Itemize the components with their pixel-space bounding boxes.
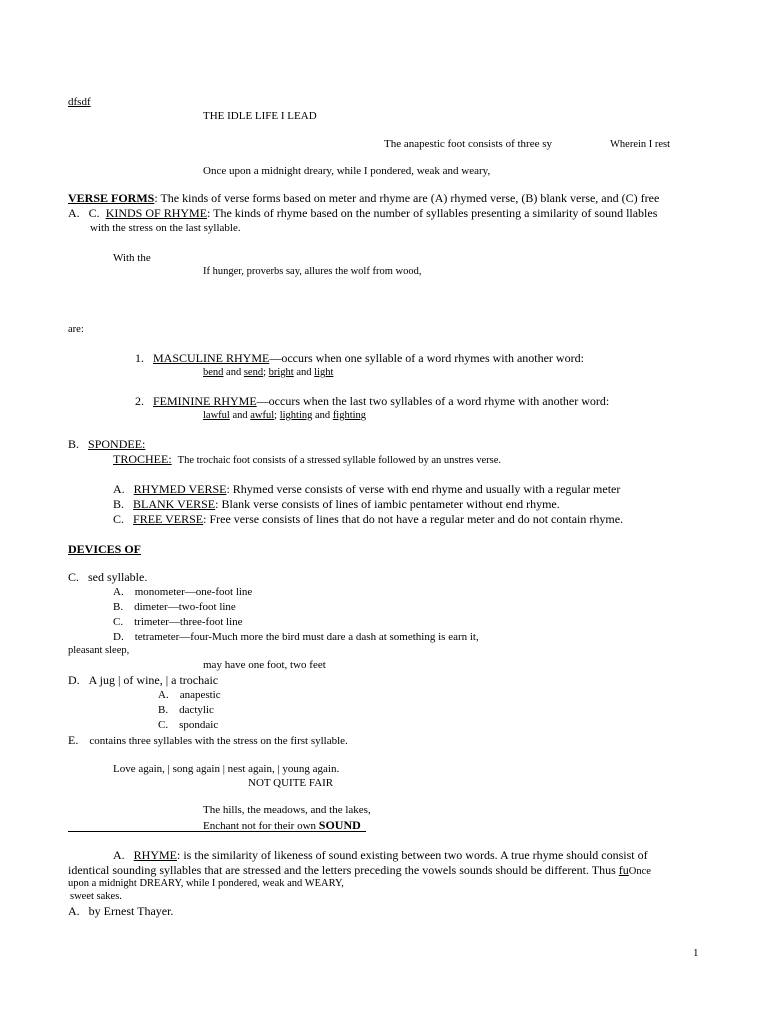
feminine-rhyme-item	[135, 394, 609, 409]
example-word: awful	[250, 410, 275, 421]
rhyme-text: : is the similarity of likeness of sound existing between two words. A true rhyme should consist of	[177, 848, 648, 862]
feminine-text: —occurs when the last two syllables of a word rhyme with another word:	[256, 394, 610, 408]
masculine-heading: MASCULINE RHYME	[153, 351, 270, 365]
may-have-line: may have one foot, two feet	[203, 659, 326, 671]
sweet-sakes: sweet sakes.	[70, 891, 122, 902]
form-marker: C.	[113, 512, 125, 526]
not-quite-fair: NOT QUITE FAIR	[248, 777, 334, 789]
feminine-examples	[203, 409, 366, 423]
kinds-of-rhyme-heading: KINDS OF RHYME	[105, 206, 208, 220]
foot-text: anapestic	[179, 689, 221, 701]
meter-marker: C.	[113, 616, 124, 628]
masculine-num: 1.	[135, 351, 144, 365]
foot-item	[158, 688, 221, 702]
form-heading: FREE VERSE	[133, 512, 204, 526]
trochee-text: The trochaic foot consists of a stressed syllable followed by an unstres verse.	[177, 455, 502, 466]
rhyme-fu: fu	[618, 863, 629, 877]
masculine-rhyme-item	[135, 351, 584, 366]
sed-text: sed syllable.	[88, 570, 148, 584]
are-text: are:	[68, 324, 84, 335]
jug-marker: D.	[68, 673, 80, 687]
foot-text: spondaic	[179, 719, 219, 731]
form-text: : Rhymed verse consists of verse with end rhyme and usually with a regular meter	[226, 482, 621, 496]
masculine-text: —occurs when one syllable of a word rhymes with another word:	[269, 351, 584, 365]
rhyme-line2-text: identical sounding syllables that are stressed and the letters preceding the vowels sounds should be different. Thus	[68, 863, 619, 877]
page-number: 1	[693, 947, 699, 959]
foot-marker: B.	[158, 704, 169, 716]
enchant-text: Enchant not for their own	[203, 820, 319, 832]
example-word: bright	[268, 367, 294, 378]
spondee-marker: B.	[68, 437, 80, 451]
foot-marker: C.	[158, 719, 169, 731]
meter-marker: A.	[113, 586, 124, 598]
devices-heading: DEVICES OF	[68, 542, 142, 556]
example-word: fighting	[332, 410, 367, 421]
hills-line: The hills, the meadows, and the lakes,	[203, 804, 371, 816]
feminine-num: 2.	[135, 394, 144, 408]
meter-marker: D.	[113, 631, 124, 643]
kinds-of-rhyme-cont: with the stress on the last syllable.	[90, 222, 241, 234]
foot-item	[158, 703, 214, 717]
contains-line	[68, 733, 348, 748]
enchant-bold: SOUND	[318, 818, 361, 832]
masculine-examples	[203, 366, 333, 380]
example-word: send	[243, 367, 264, 378]
rhyme-marker: A.	[113, 848, 125, 862]
header-note: dfsdf	[68, 96, 91, 108]
trochee-heading: TROCHEE:	[113, 452, 172, 466]
foot-item	[158, 718, 218, 732]
love-again-line: Love again, | song again | nest again, | young again.	[113, 763, 340, 775]
rhyme-once: Once	[628, 866, 651, 877]
sed-syllable-line	[68, 570, 147, 585]
meter-item	[113, 600, 236, 614]
form-item	[113, 497, 560, 512]
hunger-line: If hunger, proverbs say, allures the wolf from wood,	[203, 266, 422, 277]
form-heading: BLANK VERSE	[133, 497, 216, 511]
example-word: lighting	[279, 410, 313, 421]
meter-item	[113, 585, 252, 599]
form-heading: RHYMED VERSE	[133, 482, 227, 496]
meter-item	[113, 630, 479, 644]
meter-text: tetrameter—four-Much more the bird must dare a dash at something is earn it,	[134, 631, 479, 643]
meter-text: monometer—one-foot line	[134, 586, 253, 598]
example-word: bend	[203, 367, 224, 378]
spondee-item	[68, 437, 145, 452]
example-sep: and	[223, 367, 244, 378]
trochee-item	[113, 452, 501, 468]
page-title: THE IDLE LIFE I LEAD	[203, 110, 317, 122]
verse-forms-paragraph	[68, 191, 659, 206]
rhyme-definition-line3: upon a midnight DREARY, while I pondered, weak and WEARY,	[68, 878, 344, 889]
thayer-text: by Ernest Thayer.	[88, 904, 174, 918]
example-word: lawful	[203, 410, 230, 421]
kinds-of-rhyme-line	[68, 206, 657, 221]
example-sep: ;	[263, 367, 269, 378]
sed-marker: C.	[68, 570, 80, 584]
kinds-marker-c: C.	[88, 206, 100, 220]
divider-rule	[68, 831, 366, 832]
anapestic-line: The anapestic foot consists of three sy	[384, 138, 553, 150]
jug-line	[68, 673, 218, 688]
meter-text: dimeter—two-foot line	[134, 601, 236, 613]
kinds-marker-a: A.	[68, 206, 80, 220]
example-word: light	[314, 367, 334, 378]
rhyme-definition	[113, 848, 648, 863]
meter-marker: B.	[113, 601, 124, 613]
thayer-marker: A.	[68, 904, 80, 918]
spondee-heading: SPONDEE:	[88, 437, 146, 451]
meter-item	[113, 615, 243, 629]
form-marker: A.	[113, 482, 125, 496]
verse-forms-text: : The kinds of verse forms based on meter and rhyme are (A) rhymed verse, (B) blank verse, and (C) free	[154, 191, 660, 205]
form-marker: B.	[113, 497, 125, 511]
form-text: : Free verse consists of lines that do not have a regular meter and do not contain rhyme.	[203, 512, 624, 526]
feminine-heading: FEMININE RHYME	[153, 394, 257, 408]
example-sep: ;	[274, 410, 280, 421]
form-text: : Blank verse consists of lines of iambic pentameter without end rhyme.	[215, 497, 560, 511]
form-item	[113, 512, 623, 527]
meter-text: trimeter—three-foot line	[134, 616, 243, 628]
jug-text: A jug | of wine, | a trochaic	[88, 673, 219, 687]
example-sep: and	[312, 410, 333, 421]
example-sep: and	[293, 367, 315, 378]
wherein-text: Wherein I rest	[610, 139, 671, 150]
pleasant-sleep: pleasant sleep,	[68, 645, 130, 656]
contains-text: contains three syllables with the stress on the first syllable.	[89, 735, 348, 747]
verse-forms-heading: VERSE FORMS	[68, 191, 155, 205]
example-sep: and	[229, 410, 251, 421]
foot-text: dactylic	[179, 704, 214, 716]
form-item	[113, 482, 620, 497]
kinds-of-rhyme-text: : The kinds of rhyme based on the number of syllables presenting a similarity of sound llables	[207, 206, 658, 220]
thayer-line	[68, 904, 173, 919]
with-the-text: With the	[113, 252, 151, 264]
foot-marker: A.	[158, 689, 169, 701]
contains-marker: E.	[68, 733, 79, 747]
rhyme-heading: RHYME	[133, 848, 178, 862]
midnight-line: Once upon a midnight dreary, while I pondered, weak and weary,	[203, 165, 491, 177]
